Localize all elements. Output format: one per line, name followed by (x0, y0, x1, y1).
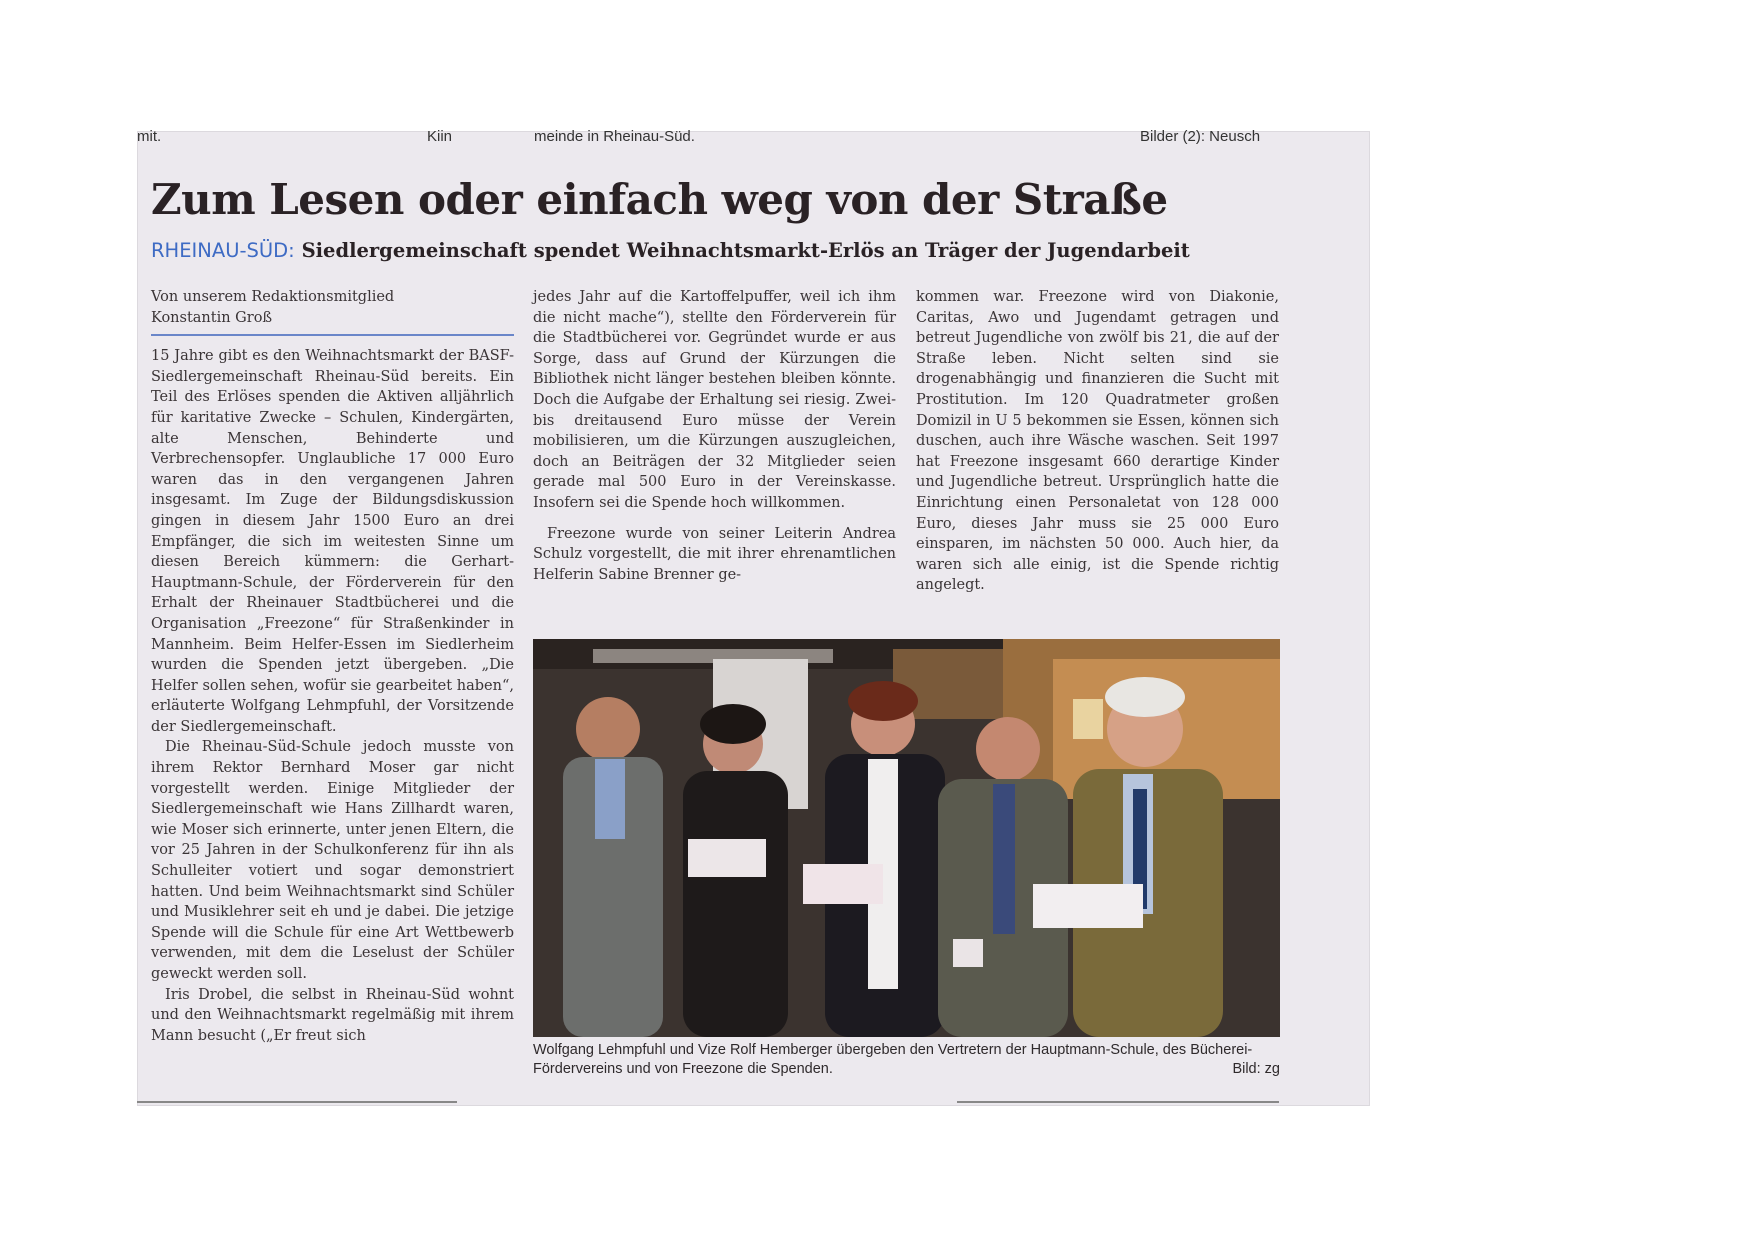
headline: Zum Lesen oder einfach weg von der Straße (151, 175, 1168, 224)
paragraph: kommen war. Freezone wird von Diakonie, Caritas, Awo und Jugendamt getragen und betreut Jugendliche von zwölf bis 21, die auf der Straße leben. Nicht selten sind sie drogenabhängig und finanzieren die Sucht mit Prostitution. Im 120 Quadratmeter großen Domizil in U 5 bekommen sie Essen, können sich duschen, auch ihre Wäsche waschen. Seit 1997 hat Freezone insgesamt 660 derartige Kinder und Jugendliche betreut. Ursprünglich hatte die Einrichtung einen Personaletat von 128 000 Euro, dieses Jahr muss sie 25 000 Euro einsparen, im nächsten 50 000. Auch hier, da waren sich alle einig, ist die Spende richtig angelegt. (916, 289, 1279, 594)
photo-credit: Bild: zg (1232, 1061, 1280, 1077)
byline (151, 287, 514, 328)
cut-fragment-left2: Kiin (427, 130, 453, 144)
subheadline (151, 239, 1190, 262)
byline-line-1: Von unserem Redaktionsmitglied (151, 289, 395, 305)
photo-illustration (533, 639, 1280, 1037)
photo-caption (533, 1041, 1280, 1079)
cut-fragment-mid: meinde in Rheinau-Süd. (534, 130, 695, 144)
newspaper-clipping (137, 131, 1370, 1106)
paragraph: Iris Drobel, die selbst in Rheinau-Süd wohnt und den Weihnachtsmarkt regelmäßig mit ihrem Mann besucht („Er freut sich (151, 986, 514, 1044)
bottom-rule-right (957, 1101, 1279, 1103)
cut-fragment-left: mit. (137, 130, 162, 144)
byline-rule (151, 334, 514, 336)
paragraph: jedes Jahr auf die Kartoffelpuffer, weil ich ihm die nicht mache“), stellte den Förderverein für die Stadtbücherei vor. Gegründet wurde er aus Sorge, dass auf Grund der Kürzungen die Bibliothek nicht länger bestehen bleiben könnte. Doch die Aufgabe der Erhaltung sei riesig. Zwei- bis dreitausend Euro müsse der Verein mobilisieren, um die Kürzungen auszugleichen, doch an Beiträgen der 32 Mitglieder seien gerade mal 500 Euro in der Vereinskasse. Insofern sei die Spende hoch willkommen. (533, 289, 896, 511)
location-label: RHEINAU-SÜD: (151, 239, 295, 262)
article-column-1 (151, 287, 514, 1046)
article-column-3 (916, 287, 1279, 596)
cut-fragment-right: Bilder (2): Neusch (1140, 130, 1261, 144)
paragraph: 15 Jahre gibt es den Weihnachtsmarkt der BASF-Siedlergemeinschaft Rheinau-Süd bereits. Ein Teil des Erlöses spenden die Aktiven alljährlich für karitative Zwecke – Schulen, Kindergärten, alte Menschen, Behinderte und Verbrechensopfer. Unglaubliche 17 000 Euro waren das in den vergangenen Jahren insgesamt. Im Zuge der Bildungsdiskussion gingen in diesem Jahr 1500 Euro an drei Empfänger, die sich im weitesten Sinne um diesen Bereich kümmern: die Gerhart-Hauptmann-Schule, der Förderverein für den Erhalt der Rheinauer Stadtbücherei und die Organisation „Freezone“ für Straßenkinder in Mannheim. Beim Helfer-Essen im Siedlerheim wurden die Spenden jetzt übergeben. „Die Helfer sollen sehen, wofür sie gearbeitet haben“, erläuterte Wolfgang Lehmpfuhl, der Vorsitzende der Siedlergemeinschaft. (151, 348, 514, 735)
subheadline-text: Siedlergemeinschaft spendet Weihnachtsmarkt-Erlös an Träger der Jugendarbeit (301, 239, 1190, 262)
article-photo (533, 639, 1280, 1037)
bottom-rule-left (137, 1101, 457, 1103)
article-column-2 (533, 287, 896, 585)
caption-text: Wolfgang Lehmpfuhl und Vize Rolf Hemberger übergeben den Vertretern der Hauptmann-Schule, des Bücherei-Fördervereins und von Freezone die Spenden. (533, 1042, 1253, 1077)
paragraph: Freezone wurde von seiner Leiterin Andrea Schulz vorgestellt, die mit ihrer ehrenamtlichen Helferin Sabine Brenner ge- (533, 525, 896, 583)
byline-author: Konstantin Groß (151, 309, 273, 326)
paragraph: Die Rheinau-Süd-Schule jedoch musste von ihrem Rektor Bernhard Moser gar nicht vorgestellt werden. Einige Mitglieder der Siedlergemeinschaft wie Hans Zillhardt waren, wie Moser sich erinnerte, unter jenen Eltern, die vor 25 Jahren in der Schulkonferenz für ihn als Schulleiter votiert und sogar demonstriert hatten. Und beim Weihnachtsmarkt sind Schüler und Musiklehrer seit eh und je dabei. Die jetzige Spende will die Schule für eine Art Wettbewerb verwenden, mit dem die Leselust der Schüler geweckt werden soll. (151, 739, 514, 982)
